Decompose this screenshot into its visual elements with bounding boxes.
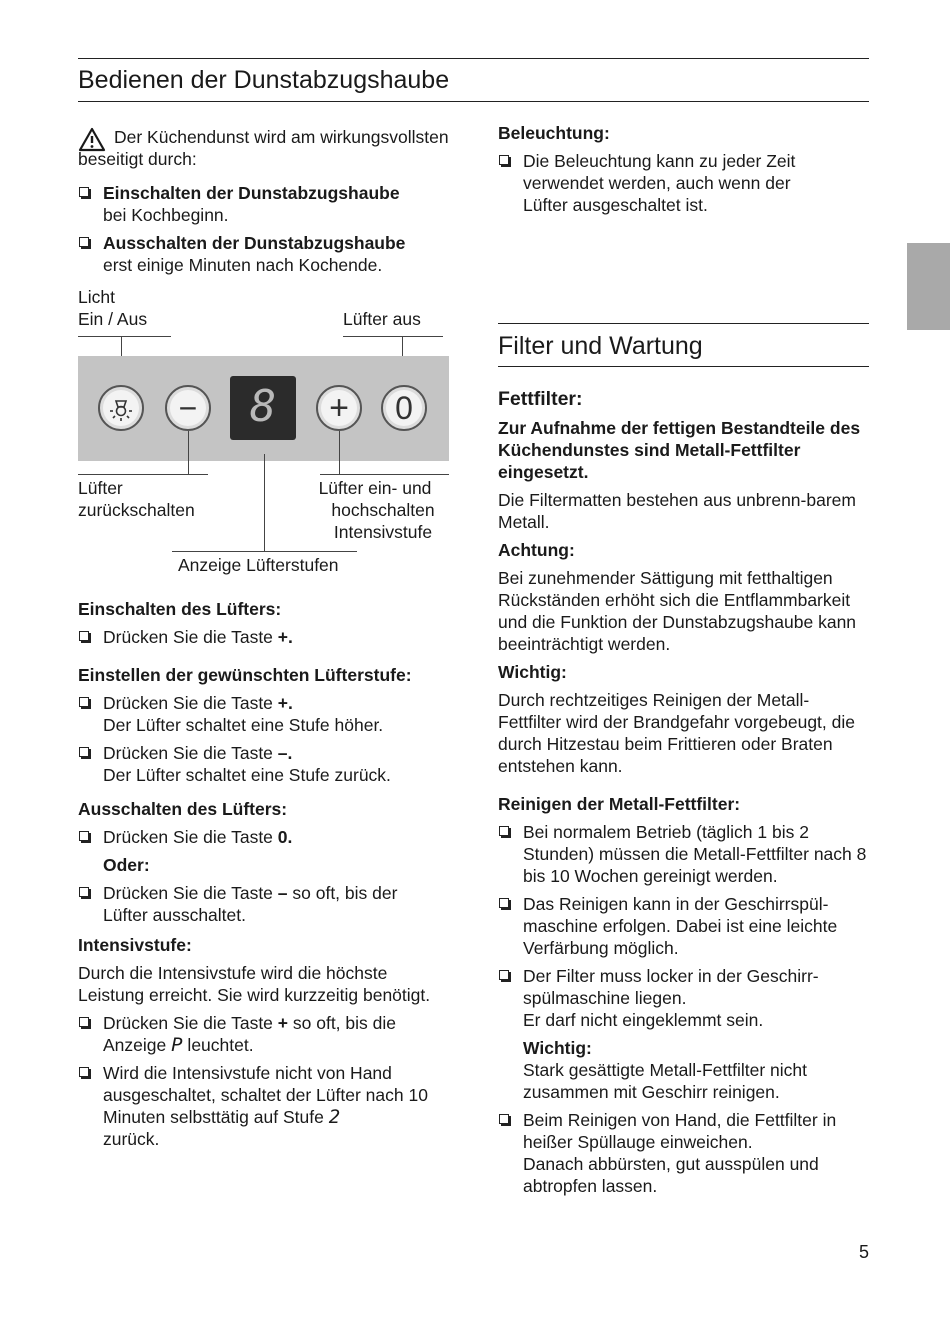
fan-down-button[interactable] <box>165 385 211 431</box>
plus-icon: + <box>329 389 349 427</box>
intro-warning-text: Der Küchendunst wird am wirkungsvollsten beseitigt durch: <box>78 127 449 169</box>
minus-icon: − <box>178 390 198 426</box>
list-item: Drücken Sie die Taste –. Der Lüfter schaltet eine Stufe zurück. <box>78 742 450 786</box>
heading-important: Wichtig: <box>498 662 567 682</box>
heading-attention: Achtung: <box>498 540 575 560</box>
lighting-block <box>498 122 870 216</box>
filter-block <box>498 387 870 1197</box>
heading-fan-on: Einschalten des Lüfters: <box>78 599 282 619</box>
fan-level-display <box>230 376 296 440</box>
checkbox-bullet-icon <box>79 631 89 641</box>
label-fan-down-line1: Lüfter <box>78 478 123 498</box>
fat-filter-text: Die Filtermatten bestehen aus unbrenn-barem Metall. <box>498 490 856 532</box>
list-item: Drücken Sie die Taste – so oft, bis der Lüfter ausschaltet. <box>78 882 450 926</box>
fan-up-button[interactable] <box>316 385 362 431</box>
heading-intensive: Intensivstufe: <box>78 935 192 955</box>
segment-p-glyph: P <box>171 1034 183 1056</box>
checkbox-bullet-icon <box>79 831 89 841</box>
intensive-paragraph: Durch die Intensivstufe wird die höchste Leistung erreicht. Sie wird kurzzeitig benötigt. <box>78 963 431 1005</box>
checkbox-bullet-icon <box>79 187 89 197</box>
list-item: Drücken Sie die Taste + so oft, bis die Anzeige P leuchtet. <box>78 1012 450 1056</box>
leader-line <box>78 474 208 475</box>
label-display: Anzeige Lüfterstufen <box>178 555 339 575</box>
checkbox-bullet-icon <box>79 747 89 757</box>
list-item: Das Reinigen kann in der Geschirrspül-maschine erfolgen. Dabei ist eine leichte Verfärbung möglich. <box>498 893 870 959</box>
list-item: Bei normalem Betrieb (täglich 1 bis 2 Stunden) müssen die Metall-Fettfilter nach 8 bis 10 Wochen gereinigt werden. <box>498 821 870 887</box>
leader-line <box>339 431 340 474</box>
checkbox-bullet-icon <box>499 970 509 980</box>
leader-line <box>320 474 449 475</box>
label-fan-off: Lüfter aus <box>343 309 421 329</box>
leader-line <box>188 431 189 474</box>
intro-item <box>78 182 450 226</box>
checkbox-bullet-icon <box>79 1067 89 1077</box>
checkbox-bullet-icon <box>499 826 509 836</box>
page-title: Bedienen der Dunstabzugshaube <box>78 66 450 94</box>
list-item: Drücken Sie die Taste +. <box>78 626 450 648</box>
list-item: Der Filter muss locker in der Geschirr-spülmaschine liegen. Er darf nicht eingeklemmt sein. Wichtig: Stark gesättigte Metall-Fettfilter nicht zusammen mit Geschirr reinigen. <box>498 965 870 1103</box>
checkbox-bullet-icon <box>79 237 89 247</box>
label-fan-up-line1: Lüfter ein- und <box>318 478 432 498</box>
list-item: Drücken Sie die Taste 0. <box>78 826 450 848</box>
intro-block <box>78 118 450 276</box>
attention-text: Bei zunehmender Sättigung mit fetthaltigen Rückständen erhöht sich die Entflammbarkeit und die Funktion der Dunstabzugshaube kann beeinträchtigt werden. <box>498 568 857 654</box>
leader-line <box>343 336 443 337</box>
label-fan-up-line2: hochschalten <box>331 500 435 520</box>
heading-lighting: Beleuchtung: <box>498 123 610 143</box>
title-rule-bottom <box>78 101 869 102</box>
heading-cleaning: Reinigen der Metall-Fettfilter: <box>498 794 741 814</box>
section-rule-top <box>498 323 869 324</box>
leader-line <box>264 454 265 551</box>
list-item: Beim Reinigen von Hand, die Fettfilter in heißer Spüllauge einweichen. Danach abbürsten, gut ausspülen und abtropfen lassen. <box>498 1109 870 1197</box>
light-button[interactable] <box>98 385 144 431</box>
segment-2-glyph: 2 <box>328 1106 341 1128</box>
warning-icon <box>78 127 106 152</box>
label-light-line1: Licht <box>78 287 115 307</box>
intro-item-bold: Einschalten der Dunstabzugshaube <box>103 183 400 203</box>
checkbox-bullet-icon <box>499 1114 509 1124</box>
list-item: Die Beleuchtung kann zu jeder Zeit verwendet werden, auch wenn der Lüfter ausgeschaltet ist. <box>498 150 870 216</box>
page-number: 5 <box>858 1242 869 1262</box>
light-bulb-icon <box>100 387 142 429</box>
checkbox-bullet-icon <box>79 1017 89 1027</box>
section-tab-marker <box>907 243 950 330</box>
intro-item-text: erst einige Minuten nach Kochende. <box>103 255 383 275</box>
checkbox-bullet-icon <box>499 155 509 165</box>
list-item: Drücken Sie die Taste +. Der Lüfter schaltet eine Stufe höher. <box>78 692 450 736</box>
intro-item-text: bei Kochbeginn. <box>103 205 229 225</box>
left-lower-block <box>78 598 450 1150</box>
title-rule-top <box>78 58 869 59</box>
zero-icon: 0 <box>395 390 413 426</box>
checkbox-bullet-icon <box>79 697 89 707</box>
section-rule-bottom <box>498 366 869 367</box>
checkbox-bullet-icon <box>79 887 89 897</box>
leader-line <box>78 336 171 337</box>
intro-item-bold: Ausschalten der Dunstabzugshaube <box>103 233 406 253</box>
label-fan-up-line3: Intensivstufe <box>333 522 433 542</box>
list-item: Wird die Intensivstufe nicht von Hand ausgeschaltet, schaltet der Lüfter nach 10 Minuten selbsttätig auf Stufe 2 zurück. <box>78 1062 450 1150</box>
heading-fan-off: Ausschalten des Lüfters: <box>78 799 288 819</box>
fat-filter-bold-text: Zur Aufnahme der fettigen Bestandteile des Küchendunstes sind Metall-Fettfilter eingesetzt. <box>498 418 861 482</box>
important-text: Durch rechtzeitiges Reinigen der Metall-Fettfilter wird der Brandgefahr vorgebeugt, die durch Hitzestau beim Frittieren oder Braten entstehen kann. <box>498 690 855 776</box>
oder-label: Oder: <box>103 855 150 875</box>
seven-segment-display-icon: 8 <box>249 381 277 432</box>
label-light-line2: Ein / Aus <box>78 309 148 329</box>
checkbox-bullet-icon <box>499 898 509 908</box>
heading-fan-level: Einstellen der gewünschten Lüfterstufe: <box>78 665 412 685</box>
leader-line <box>172 551 357 552</box>
intro-item <box>78 232 450 276</box>
fan-off-button[interactable] <box>381 385 427 431</box>
label-fan-down-line2: zurückschalten <box>78 500 195 520</box>
heading-fat-filter: Fettfilter: <box>498 388 583 410</box>
section-title-filter: Filter und Wartung <box>498 332 703 360</box>
